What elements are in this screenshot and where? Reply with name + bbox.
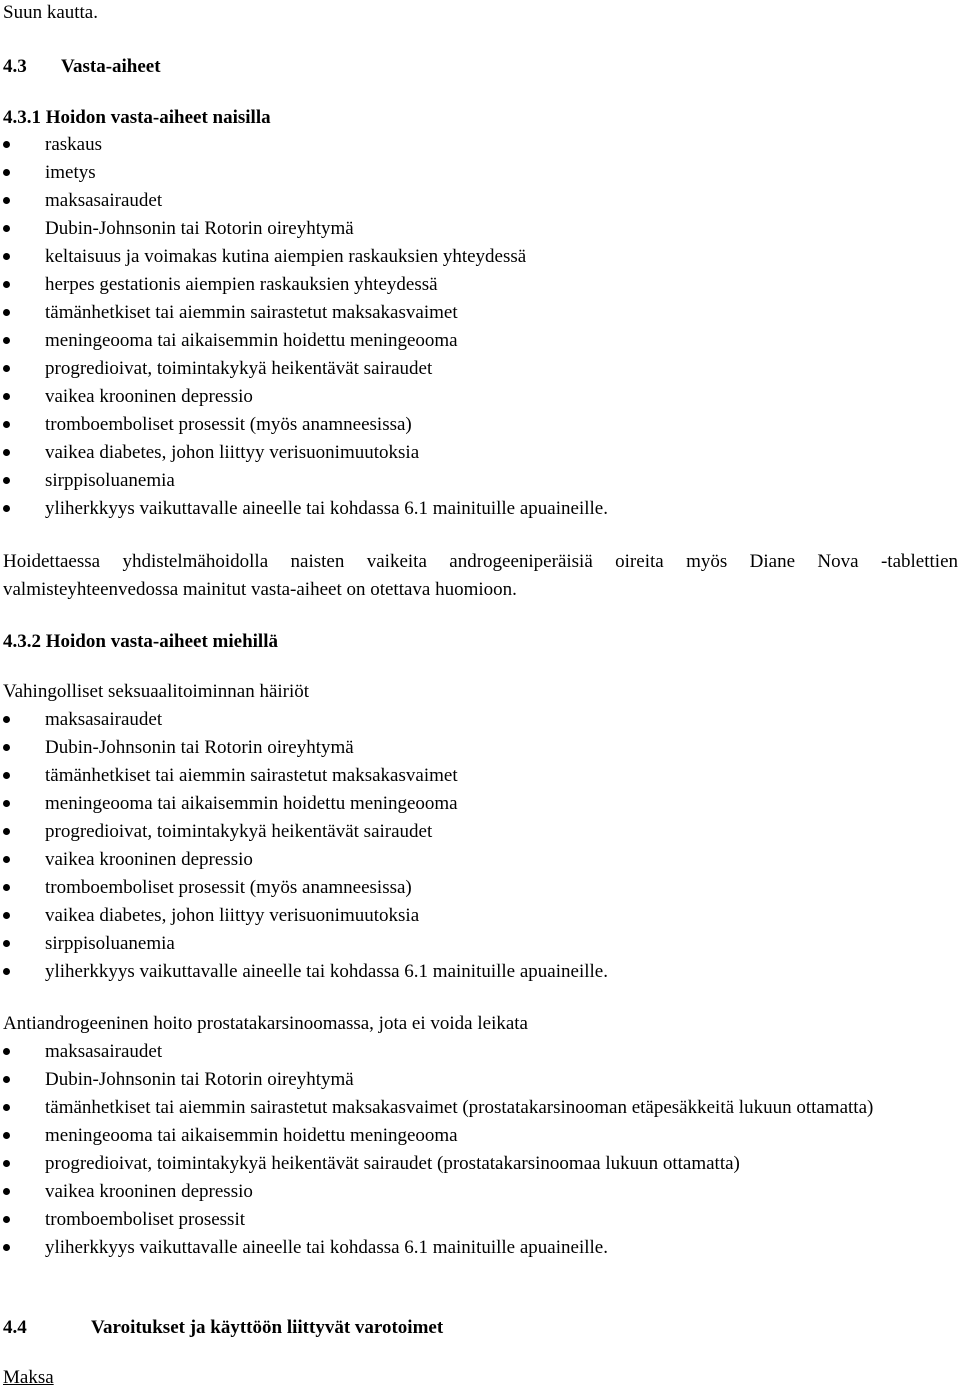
list-item: maksasairaudet — [0, 1038, 950, 1066]
list-item: vaikea krooninen depressio — [0, 1178, 950, 1206]
bullet-icon — [3, 449, 10, 456]
section-4-4-number: 4.4 — [3, 1317, 27, 1338]
list-item: tromboemboliset prosessit — [0, 1206, 950, 1234]
list-item: imetys — [0, 159, 608, 187]
men-group2-heading: Antiandrogeeninen hoito prostatakarsinoomassa, jota ei voida leikata — [3, 1013, 528, 1034]
bullet-icon — [3, 197, 10, 204]
men-group2-list — [0, 1038, 950, 1262]
bullet-icon — [3, 169, 10, 176]
section-4-4-title: Varoitukset ja käyttöön liittyvät varotoimet — [91, 1317, 444, 1338]
bullet-icon — [3, 477, 10, 484]
list-item: herpes gestationis aiempien raskauksien yhteydessä — [0, 271, 608, 299]
list-item: tromboemboliset prosessit (myös anamneesissa) — [0, 874, 608, 902]
bullet-icon — [3, 1244, 10, 1251]
bullet-icon — [3, 1160, 10, 1167]
list-item: sirppisoluanemia — [0, 930, 608, 958]
combination-therapy-note: Hoidettaessa yhdistelmähoidolla naisten vaikeita androgeeniperäisiä oireita myös Diane Nova -tablettien valmisteyhteenvedossa mainitut vasta-aiheet on otettava huomioon. — [3, 551, 958, 600]
men-group1-heading: Vahingolliset seksuaalitoiminnan häiriöt — [3, 681, 310, 702]
list-item: Dubin-Johnsonin tai Rotorin oireyhtymä — [0, 215, 608, 243]
bullet-icon — [3, 912, 10, 919]
intro-line: Suun kautta. — [3, 2, 98, 23]
list-item: yliherkkyys vaikuttavalle aineelle tai kohdassa 6.1 mainituille apuaineille. — [0, 958, 608, 986]
women-contraindications-list — [0, 131, 608, 523]
list-item: maksasairaudet — [0, 187, 608, 215]
list-item: tämänhetkiset tai aiemmin sairastetut maksakasvaimet — [0, 299, 608, 327]
bullet-icon — [3, 1188, 10, 1195]
bullet-icon — [3, 225, 10, 232]
list-item: progredioivat, toimintakykyä heikentävät sairaudet — [0, 818, 608, 846]
list-item: meningeooma tai aikaisemmin hoidettu meningeooma — [0, 1122, 950, 1150]
bullet-icon — [3, 393, 10, 400]
list-item: raskaus — [0, 131, 608, 159]
bullet-icon — [3, 365, 10, 372]
bullet-icon — [3, 884, 10, 891]
list-item: progredioivat, toimintakykyä heikentävät sairaudet (prostatakarsinoomaa lukuun ottamatta) — [0, 1150, 950, 1178]
bullet-icon — [3, 800, 10, 807]
bullet-icon — [3, 716, 10, 723]
list-item: tromboemboliset prosessit (myös anamneesissa) — [0, 411, 608, 439]
bullet-icon — [3, 309, 10, 316]
list-item: meningeooma tai aikaisemmin hoidettu meningeooma — [0, 790, 608, 818]
men-group1-list — [0, 706, 608, 986]
list-item: maksasairaudet — [0, 706, 608, 734]
list-item: progredioivat, toimintakykyä heikentävät sairaudet — [0, 355, 608, 383]
list-item: keltaisuus ja voimakas kutina aiempien raskauksien yhteydessä — [0, 243, 608, 271]
list-item: vaikea krooninen depressio — [0, 846, 608, 874]
list-item: yliherkkyys vaikuttavalle aineelle tai kohdassa 6.1 mainituille apuaineille. — [0, 495, 608, 523]
bullet-icon — [3, 281, 10, 288]
list-item: vaikea krooninen depressio — [0, 383, 608, 411]
subheading-maksa: Maksa — [3, 1367, 54, 1388]
section-4-4-heading — [3, 1314, 443, 1342]
list-item: tämänhetkiset tai aiemmin sairastetut maksakasvaimet — [0, 762, 608, 790]
bullet-icon — [3, 141, 10, 148]
bullet-icon — [3, 828, 10, 835]
list-item: vaikea diabetes, johon liittyy verisuonimuutoksia — [0, 439, 608, 467]
list-item: yliherkkyys vaikuttavalle aineelle tai kohdassa 6.1 mainituille apuaineille. — [0, 1234, 950, 1262]
bullet-icon — [3, 856, 10, 863]
bullet-icon — [3, 1048, 10, 1055]
bullet-icon — [3, 1216, 10, 1223]
bullet-icon — [3, 253, 10, 260]
bullet-icon — [3, 421, 10, 428]
bullet-icon — [3, 772, 10, 779]
section-4-3-2-heading: 4.3.2 Hoidon vasta-aiheet miehillä — [3, 631, 278, 652]
section-4-3-number: 4.3 — [3, 56, 27, 77]
section-4-3-title: Vasta-aiheet — [61, 56, 161, 77]
bullet-icon — [3, 968, 10, 975]
section-4-3-1-heading: 4.3.1 Hoidon vasta-aiheet naisilla — [3, 107, 271, 128]
bullet-icon — [3, 1076, 10, 1083]
section-4-3-heading — [3, 53, 161, 81]
bullet-icon — [3, 744, 10, 751]
bullet-icon — [3, 940, 10, 947]
bullet-icon — [3, 505, 10, 512]
list-item: sirppisoluanemia — [0, 467, 608, 495]
list-item: vaikea diabetes, johon liittyy verisuonimuutoksia — [0, 902, 608, 930]
list-item: meningeooma tai aikaisemmin hoidettu meningeooma — [0, 327, 608, 355]
list-item: Dubin-Johnsonin tai Rotorin oireyhtymä — [0, 1066, 950, 1094]
list-item: tämänhetkiset tai aiemmin sairastetut maksakasvaimet (prostatakarsinooman etäpesäkkeitä lukuun ottamatta) — [0, 1094, 950, 1122]
bullet-icon — [3, 1104, 10, 1111]
bullet-icon — [3, 1132, 10, 1139]
bullet-icon — [3, 337, 10, 344]
list-item: Dubin-Johnsonin tai Rotorin oireyhtymä — [0, 734, 608, 762]
